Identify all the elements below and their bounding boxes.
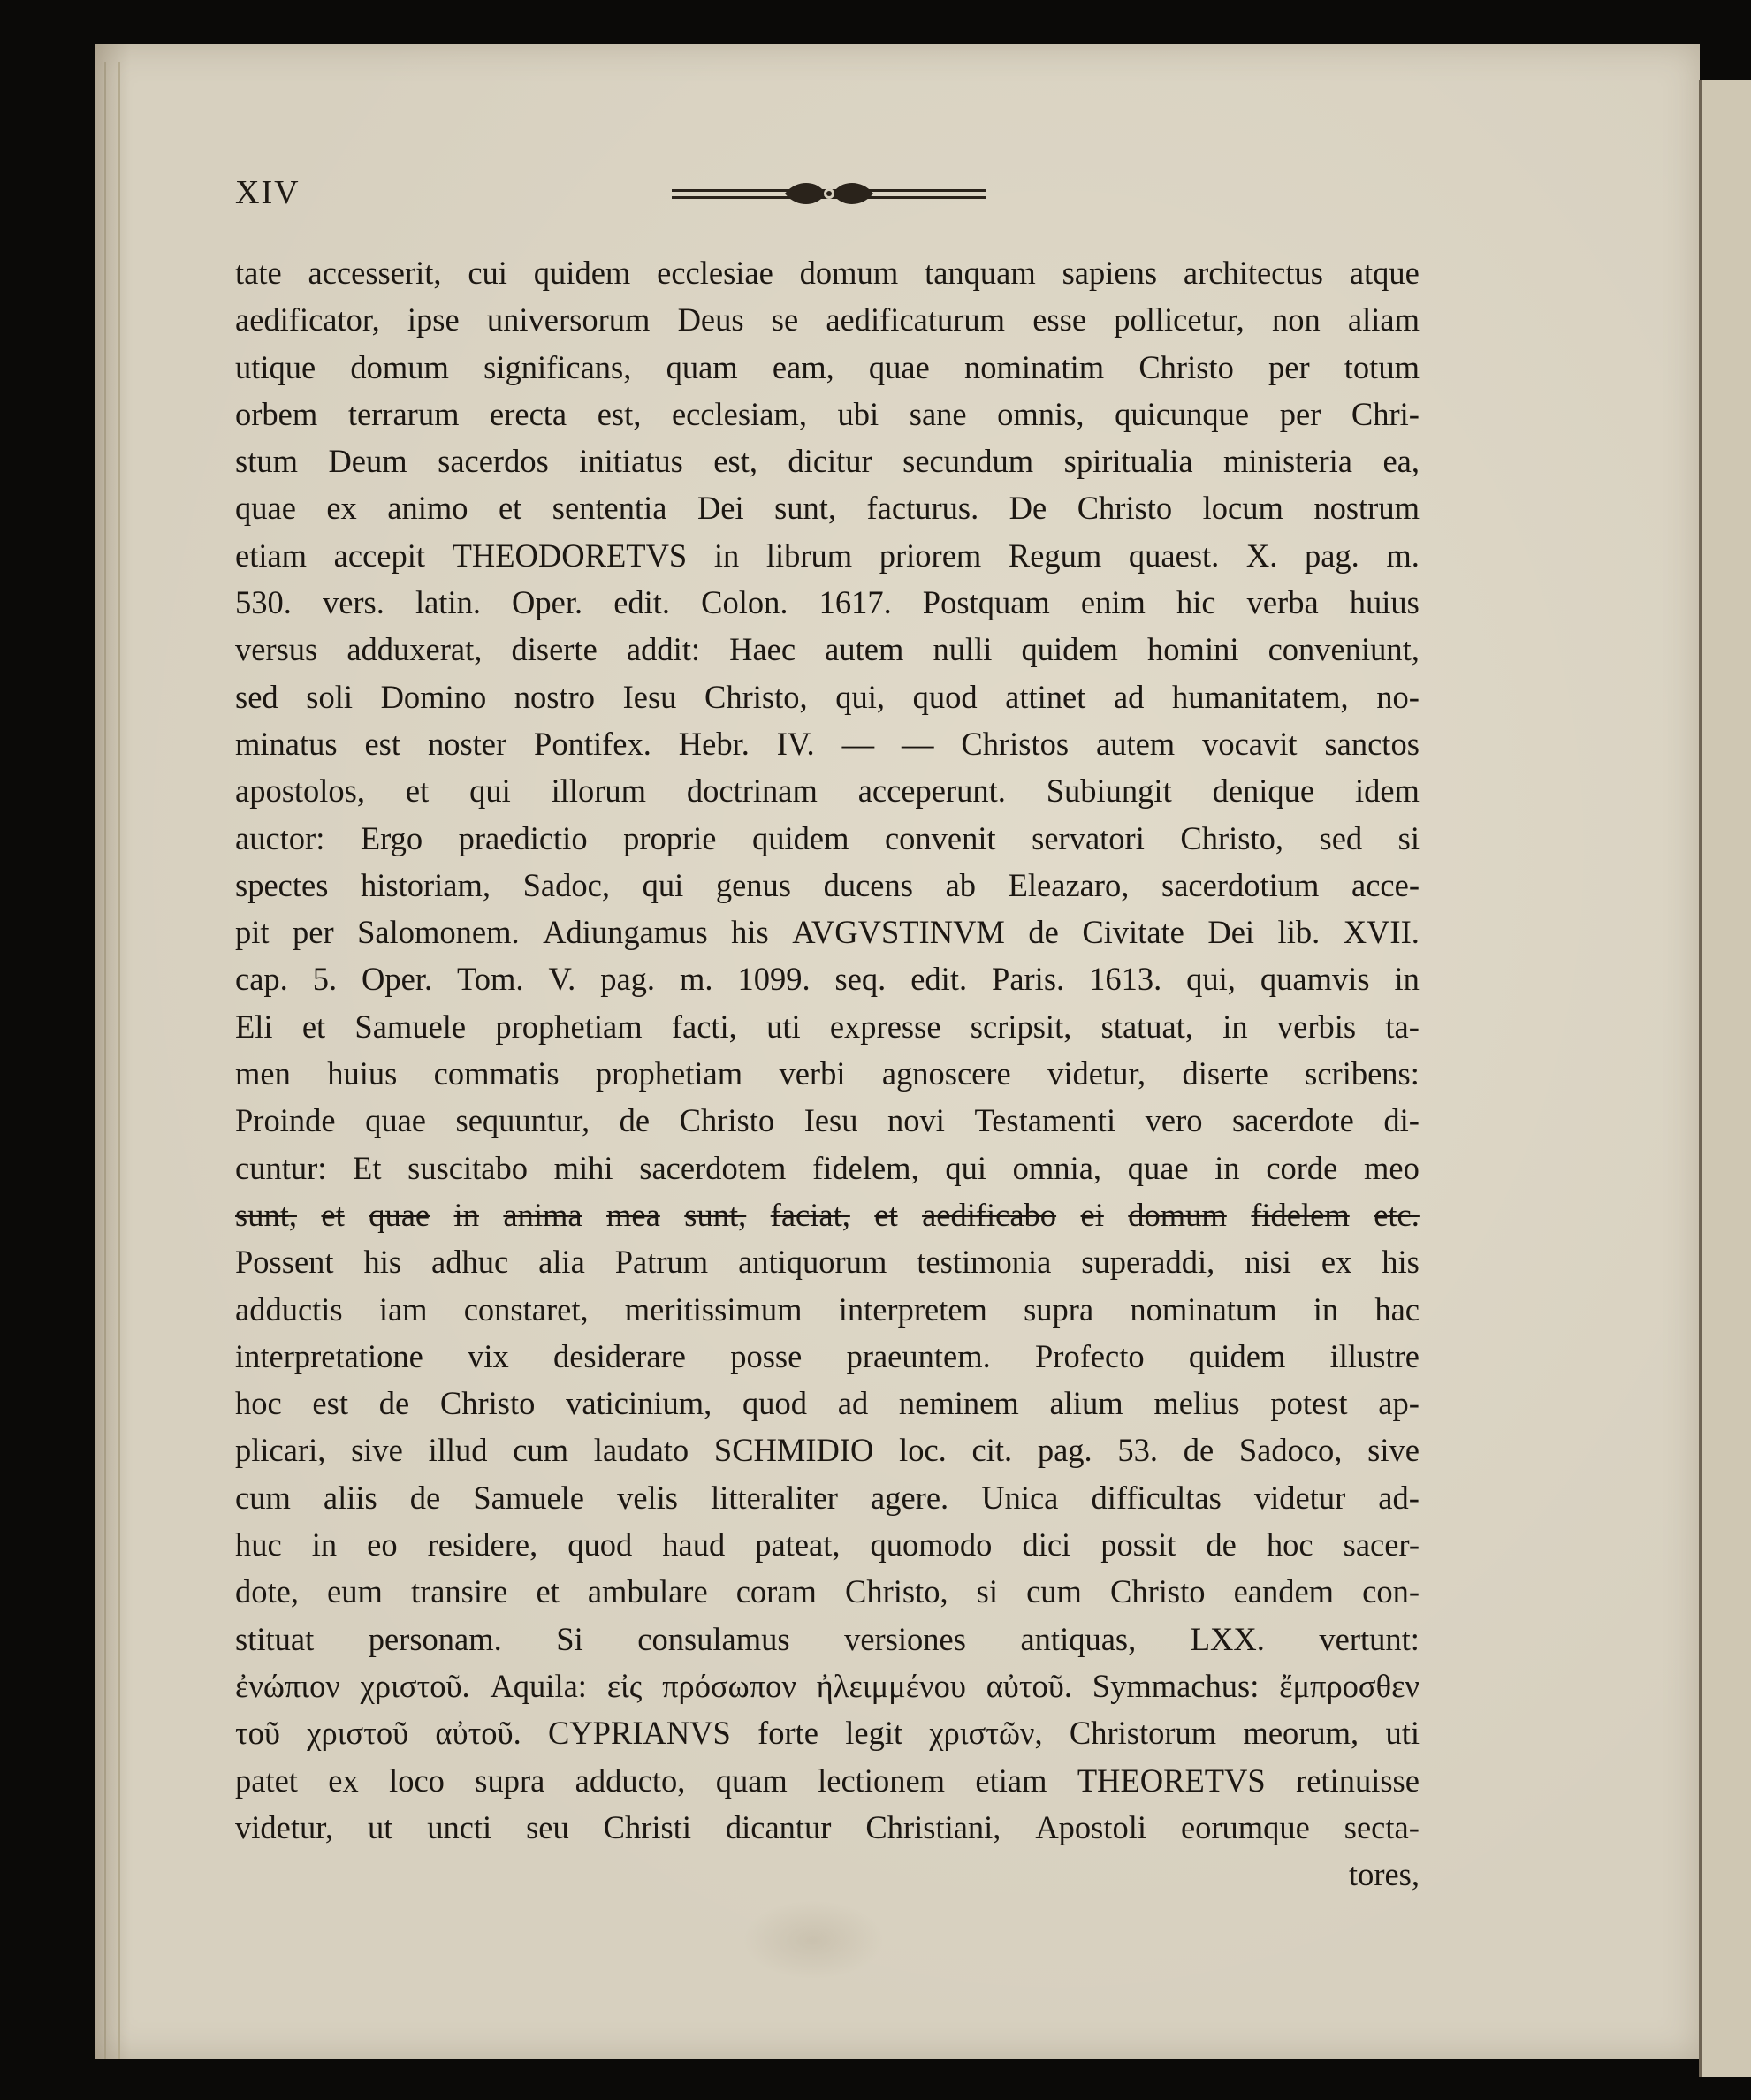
text-line: quae ex animo et sententia Dei sunt, facturus. De Christo locum nostrum xyxy=(235,490,1420,527)
text-line: videtur, ut uncti seu Christi dicantur Christiani, Apostoli eorumque secta- xyxy=(235,1808,1420,1845)
text-line: Eli et Samuele prophetiam facti, uti expresse scripsit, statuat, in verbis ta- xyxy=(235,1008,1420,1045)
text-line: cuntur: Et suscitabo mihi sacerdotem fidelem, qui omnia, quae in corde meo xyxy=(235,1149,1420,1186)
text-line: sed soli Domino nostro Iesu Christo, qui, quod attinet ad humanitatem, no- xyxy=(235,678,1420,715)
text-line: plicari, sive illud cum laudato SCHMIDIO loc. cit. pag. 53. de Sadoco, sive xyxy=(235,1432,1420,1469)
text-line: dote, eum transire et ambulare coram Christo, si cum Christo eandem con- xyxy=(235,1573,1420,1610)
text-line: τοῦ χριστοῦ αὐτοῦ. CYPRIANVS forte legit χριστῶν, Christorum meorum, uti xyxy=(235,1715,1420,1752)
text-line: spectes historiam, Sadoc, qui genus ducens ab Eleazaro, sacerdotium acce- xyxy=(235,866,1420,903)
text-line: patet ex loco supra adducto, quam lectionem etiam THEORETVS retinuisse xyxy=(235,1761,1420,1799)
text-line: cum aliis de Samuele velis litteraliter agere. Unica difficultas videtur ad- xyxy=(235,1479,1420,1516)
text-line: cap. 5. Oper. Tom. V. pag. m. 1099. seq. edit. Paris. 1613. qui, quamvis in xyxy=(235,961,1420,998)
text-line: auctor: Ergo praedictio proprie quidem convenit servatori Christo, sed si xyxy=(235,819,1420,856)
text-line: adductis iam constaret, meritissimum interpretem supra nominatum in hac xyxy=(235,1290,1420,1328)
text-line: Proinde quae sequuntur, de Christo Iesu novi Testamenti vero sacerdote di- xyxy=(235,1102,1420,1139)
catchword: tores, xyxy=(1348,1856,1420,1893)
next-page-edge xyxy=(1699,80,1751,2077)
text-line: huc in eo residere, quod haud pateat, quomodo dici possit de hoc sacer- xyxy=(235,1526,1420,1564)
catchword-line xyxy=(235,1851,1420,1898)
text-line: stum Deum sacerdos initiatus est, dicitur secundum spiritualia ministeria ea, xyxy=(235,443,1420,480)
body-text xyxy=(235,249,1420,1898)
header-ornament xyxy=(672,177,986,212)
text-line: aedificator, ipse universorum Deus se aedificaturum esse pollicetur, non aliam xyxy=(235,301,1420,339)
page-header xyxy=(235,173,1420,226)
text-line: hoc est de Christo vaticinium, quod ad neminem alium melius potest ap- xyxy=(235,1385,1420,1422)
page-binding-edge xyxy=(104,62,120,2059)
text-line: minatus est noster Pontifex. Hebr. IV. — — Christos autem vocavit sanctos xyxy=(235,725,1420,762)
text-line: apostolos, et qui illorum doctrinam acceperunt. Subiungit denique idem xyxy=(235,772,1420,810)
text-line: stituat personam. Si consulamus versiones antiquas, LXX. vertunt: xyxy=(235,1620,1420,1657)
text-line: Possent his adhuc alia Patrum antiquorum testimonia superaddi, nisi ex his xyxy=(235,1244,1420,1281)
text-line: versus adduxerat, diserte addit: Haec autem nulli quidem homini conveniunt, xyxy=(235,631,1420,668)
text-line: ἐνώπιον χριστοῦ. Aquila: εἰς πρόσωπον ἠλειμμένου αὐτοῦ. Symmachus: ἔμπροσθεν xyxy=(235,1667,1420,1704)
text-line: interpretatione vix desiderare posse praeuntem. Profecto quidem illustre xyxy=(235,1337,1420,1374)
text-line: orbem terrarum erecta est, ecclesiam, ubi sane omnis, quicunque per Chri- xyxy=(235,395,1420,432)
text-line: sunt, et quae in anima mea sunt, faciat, et aedificabo ei domum fidelem etc. xyxy=(235,1196,1420,1233)
text-line: men huius commatis prophetiam verbi agnoscere videtur, diserte scribens: xyxy=(235,1055,1420,1092)
paper-stain xyxy=(742,1900,884,1980)
text-line: utique domum significans, quam eam, quae nominatim Christo per totum xyxy=(235,348,1420,385)
page-number: XIV xyxy=(235,174,301,211)
text-line: etiam accepit THEODORETVS in librum priorem Regum quaest. X. pag. m. xyxy=(235,536,1420,574)
text-line: tate accesserit, cui quidem ecclesiae domum tanquam sapiens architectus atque xyxy=(235,255,1420,291)
text-line: pit per Salomonem. Adiungamus his AVGVSTINVM de Civitate Dei lib. XVII. xyxy=(235,914,1420,951)
text-line: 530. vers. latin. Oper. edit. Colon. 1617. Postquam enim hic verba huius xyxy=(235,584,1420,621)
